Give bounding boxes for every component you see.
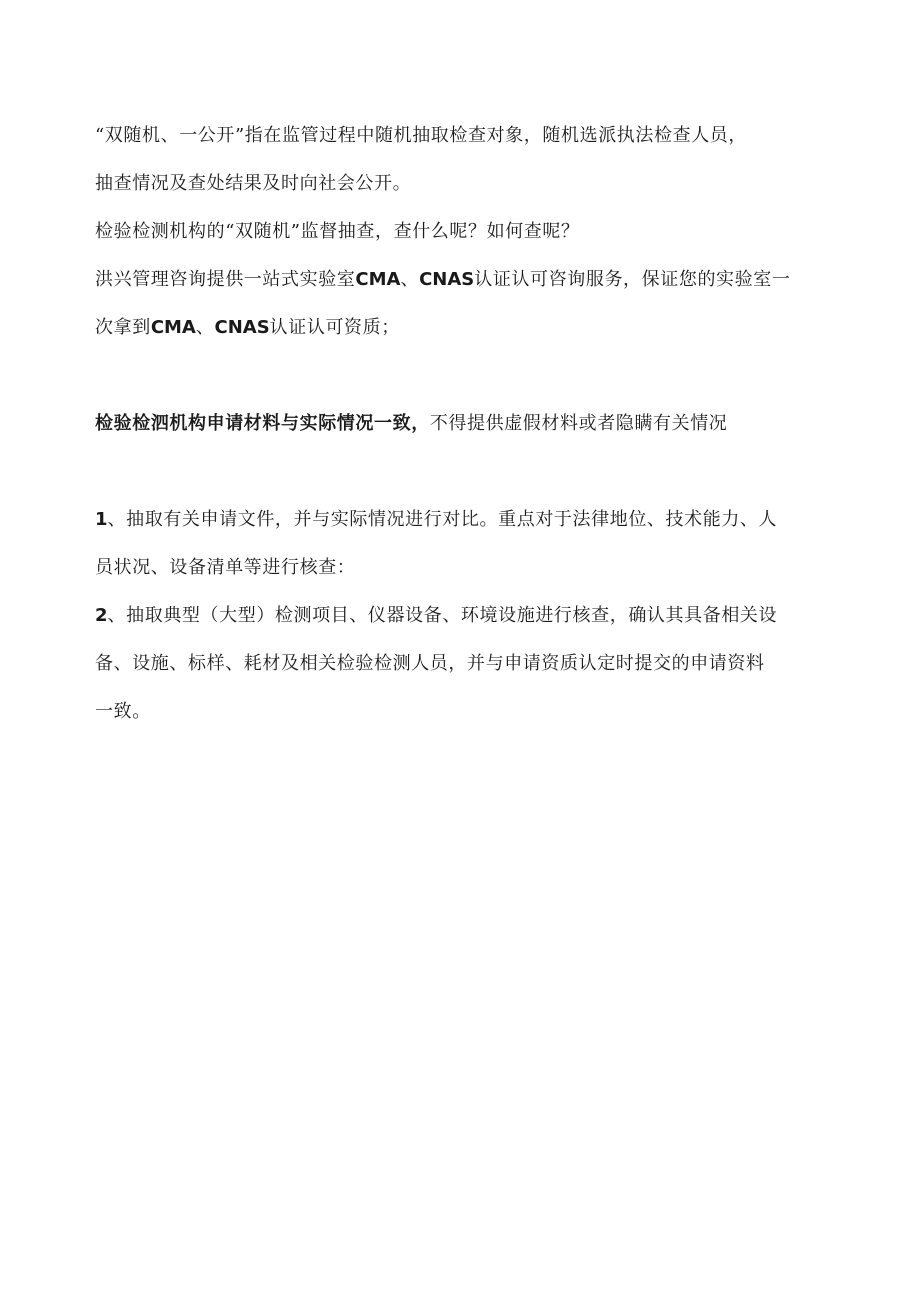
intro-line-1: “双随机、一公开”指在监管过程中随机抽取检查对象，随机选派执法检查人员， (95, 125, 748, 146)
item-text: 、抽取典型（大型）检测项目、仪器设备、环境设施进行核查，确认其具备相关设 (107, 605, 778, 626)
service-text: 认证认可资质； (269, 317, 400, 338)
service-text: 洪兴管理咨询提供一站式实验室 (95, 269, 356, 290)
service-line-2 (95, 304, 828, 352)
service-line-1 (95, 256, 828, 304)
question-line: 检验检测机构的“双随机”监督抽查，查什么呢？如何查呢？ (95, 221, 580, 242)
separator: 、 (195, 317, 215, 338)
blank-line (95, 352, 828, 400)
cma-label: CMA (150, 317, 196, 338)
service-text: 认证认可咨询服务，保证您的实验室一 (474, 269, 791, 290)
blank-line (95, 448, 828, 496)
item-2-line-3: 一致。 (95, 701, 151, 722)
cnas-label: CNAS (419, 269, 475, 290)
item-2-line-2: 备、设施、标样、耗材及相关检验检测人员，并与申请资质认定时提交的申请资料 (95, 653, 765, 674)
cma-label: CMA (355, 269, 401, 290)
item-number: 1 (95, 509, 108, 530)
intro-line-2: 抽查情况及查处结果及时向社会公开。 (95, 173, 412, 194)
separator: 、 (400, 269, 420, 290)
item-number: 2 (95, 605, 108, 626)
item-text: 、抽取有关申请文件，并与实际情况进行对比。重点对于法律地位、技术能力、人 (107, 509, 778, 530)
item-1-line-1 (95, 496, 828, 544)
section-heading-regular: 不得提供虚假材料或者隐瞒有关情况 (429, 413, 728, 434)
service-text: 次拿到 (95, 317, 151, 338)
section-heading (95, 400, 828, 448)
item-2-line-1 (95, 592, 828, 640)
cnas-label: CNAS (214, 317, 270, 338)
item-1-line-2: 员状况、设备清单等进行核查： (95, 557, 356, 578)
section-heading-bold: 检验检泗机构申请材料与实际情况一致， (95, 413, 430, 434)
